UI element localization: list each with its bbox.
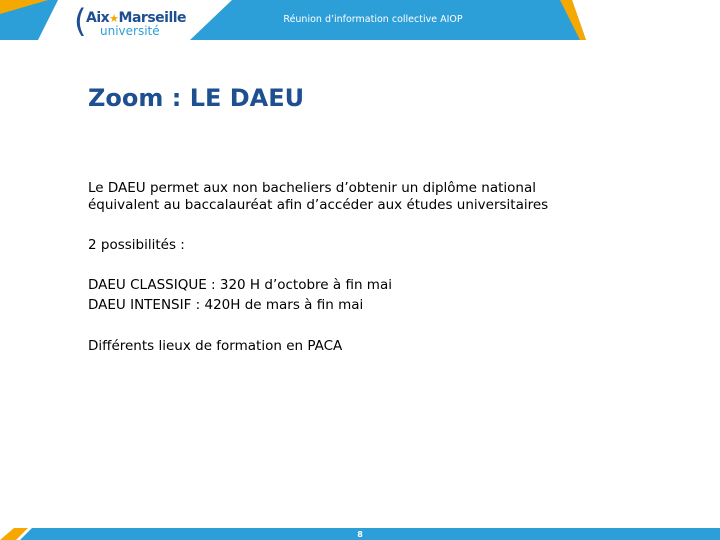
locations-text: Différents lieux de formation en PACA: [88, 338, 343, 354]
paragraph-line-2: équivalent au baccalauréat afin d’accéder aux études universitaires: [88, 197, 549, 213]
possibilities-label: 2 possibilités :: [88, 237, 185, 253]
page-number: 8: [357, 530, 363, 539]
header-title: Réunion d’information collective AIOP: [283, 14, 463, 25]
university-logo: [74, 2, 187, 42]
slide-title: Zoom : LE DAEU: [88, 84, 305, 112]
logo-word-universite: université: [100, 24, 160, 38]
logo-word-aix: Aix: [86, 10, 110, 26]
logo-word-marseille: Marseille: [118, 10, 187, 26]
logo-bracket: (: [74, 2, 87, 40]
logo-star-icon: ★: [109, 12, 119, 25]
paragraph-line-1: Le DAEU permet aux non bacheliers d’obtenir un diplôme national: [88, 180, 536, 196]
option-intensif: DAEU INTENSIF : 420H de mars à fin mai: [88, 297, 364, 313]
option-classique: DAEU CLASSIQUE : 320 H d’octobre à fin mai: [88, 277, 392, 293]
